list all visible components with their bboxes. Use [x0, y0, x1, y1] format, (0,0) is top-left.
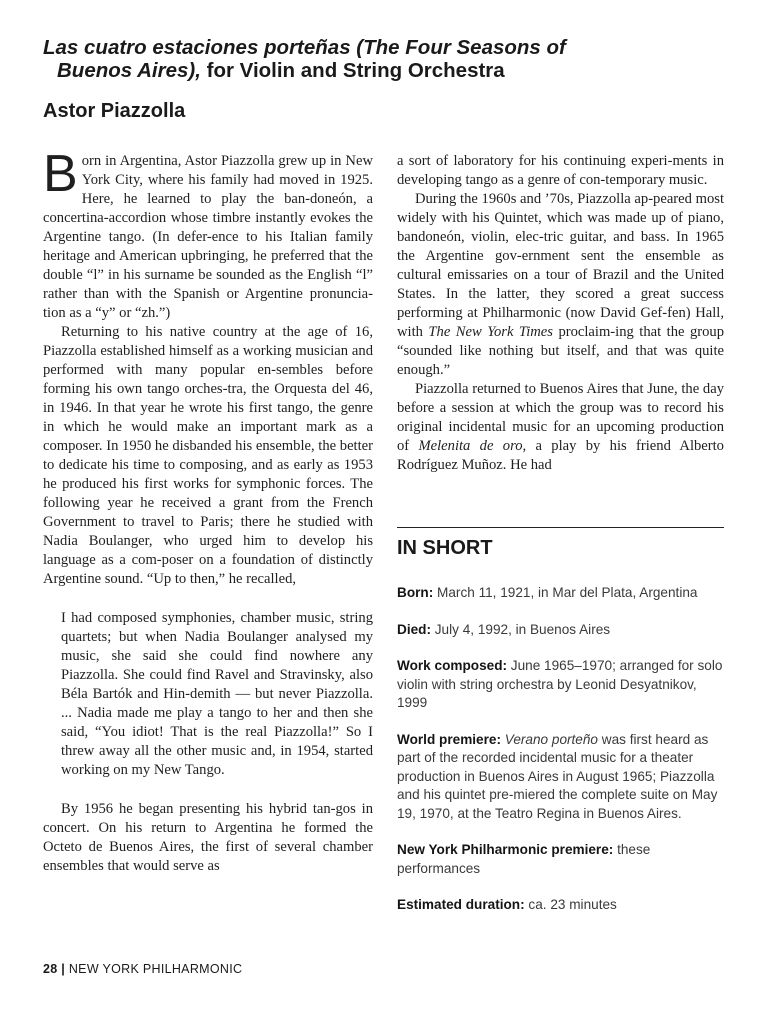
intro-text: orn in Argentina, Astor Piazzolla grew up in New York City, where his family had moved in 1925. Here, he learned to play the ban-doneón, a concertina-accordion whose timbre instantly evokes the Argentine tango. (In defer-ence to his Italian family heritage and American upbringing, he preferred that the double “l” in his surname be sounded as the English “l” rather than with the Spanish or Argentine pronuncia-tion as a “y” or “zh.”) — [43, 153, 373, 321]
title-subtitle: for Violin and String Orchestra — [200, 59, 505, 82]
article-title — [43, 36, 723, 82]
fact-label: World premiere: — [397, 731, 501, 747]
fact-died — [397, 621, 724, 640]
fact-value: July 4, 1992, in Buenos Aires — [430, 621, 611, 637]
fact-work-composed — [397, 657, 724, 713]
footer-separator: | — [57, 962, 69, 976]
in-short-heading: IN SHORT — [397, 537, 493, 559]
fact-value: these performances — [397, 842, 651, 876]
page-footer — [43, 962, 242, 976]
drop-cap: B — [43, 145, 78, 203]
fact-label: Born: — [397, 585, 434, 600]
publication-name: NEW YORK PHILHARMONIC — [68, 962, 243, 976]
title-italic-line2: Buenos Aires), — [57, 59, 201, 82]
fact-label: Died: — [397, 621, 431, 637]
right-paragraph-2 — [397, 190, 724, 380]
right-column — [397, 152, 724, 475]
block-quote: I had composed symphonies, chamber music, string quartets; but when Nadia Boulanger analysed my music, she said she could find nowhere any Piazzolla. She could find Ravel and Stravinsky, also Béla Bartók and Hin-demith — but never Piazzolla. ... Nadia made me play a tango to her and then she said, “You idiot! That is the real Piazzolla!” So I threw away all the other music and, in 1954, started working on my New Tango. — [61, 610, 373, 778]
premiere-work-title: Verano porteño — [504, 731, 598, 747]
right-paragraph-3-text-b: a play by his friend Alberto Rodríguez Muñoz. He had — [397, 438, 724, 473]
fact-label: Work composed: — [397, 658, 508, 673]
fact-nyp-premiere — [397, 841, 724, 878]
in-short-facts — [397, 584, 724, 933]
section-divider — [397, 527, 724, 528]
title-line2 — [43, 59, 723, 82]
page-number: 28 — [43, 962, 58, 976]
left-column — [43, 145, 373, 876]
body-paragraph-2: Returning to his native country at the age of 16, Piazzolla established himself as a working musician and performed with many popular en-sembles before forming his own tango orches-tra, the Orquesta del 46, in 1946. In that year he wrote his first tango, the genre in which he would make an important mark as a composer. In 1950 he disbanded his ensemble, the better to dedicate his time to composing, and as early as 1953 he produced his first works for symphonic forces. The following year he received a grant from the French Government to travel to Paris; there he studied with Nadia Boulanger, who urged him to develop his language as a com-poser on a foundation of distinctly Argentine sound. “Up to then,” he recalled, — [43, 324, 373, 587]
composer-name: Astor Piazzolla — [43, 100, 186, 122]
fact-value: June 1965–1970; arranged for solo violin with string orchestra by Leonid Desyatnikov, 1999 — [397, 658, 723, 710]
nyt-title: The New York Times — [428, 324, 553, 340]
fact-duration — [397, 896, 724, 915]
right-paragraph-1: a sort of laboratory for his continuing experi-ments in developing tango as a genre of con-temporary music. — [397, 153, 724, 188]
right-paragraph-3-text-a: Piazzolla returned to Buenos Aires that June, the day before a session at which the group was to record his original incidental music for an upcoming production of — [397, 381, 724, 454]
fact-value: March 11, 1921, in Mar del Plata, Argentina — [433, 585, 698, 600]
fact-world-premiere — [397, 731, 724, 824]
play-title: Melenita de oro, — [418, 438, 527, 454]
body-paragraph-3: By 1956 he began presenting his hybrid tan-gos in concert. On his return to Argentina he formed the Octeto de Buenos Aires, the first of several chamber ensembles that would serve as — [43, 801, 373, 874]
right-paragraph-2-text-b: proclaim-ing that the group “sounded like nothing but itself, and that was quite enough.” — [397, 324, 724, 378]
right-paragraph-2-text-a: During the 1960s and ’70s, Piazzolla ap-peared most widely with his Quintet, which was made up of piano, bandoneón, violin, elec-tric guitar, and bass. In 1965 the Argentine gov-ernment sent the ensemble as cultural emissaries on a tour of Brazil and the United States. In the latter, they scored a great success performing at Philharmonic (now David Gef-fen) Hall, with — [397, 191, 724, 340]
right-paragraph-3 — [397, 380, 724, 475]
fact-value: was first heard as part of the recorded incidental music for a theater production in Buenos Aires in August 1965; Piazzolla and his quintet pre-miered the complete suite on May 19, 1970, at the Teatro Regina in Buenos Aires. — [397, 731, 718, 821]
intro-paragraph — [43, 145, 373, 323]
fact-label: New York Philharmonic premiere: — [397, 842, 614, 857]
fact-born — [397, 584, 724, 603]
fact-value: ca. 23 minutes — [524, 897, 617, 912]
fact-label: Estimated duration: — [397, 897, 525, 912]
title-italic-line1: Las cuatro estaciones porteñas (The Four Seasons of — [43, 36, 566, 59]
